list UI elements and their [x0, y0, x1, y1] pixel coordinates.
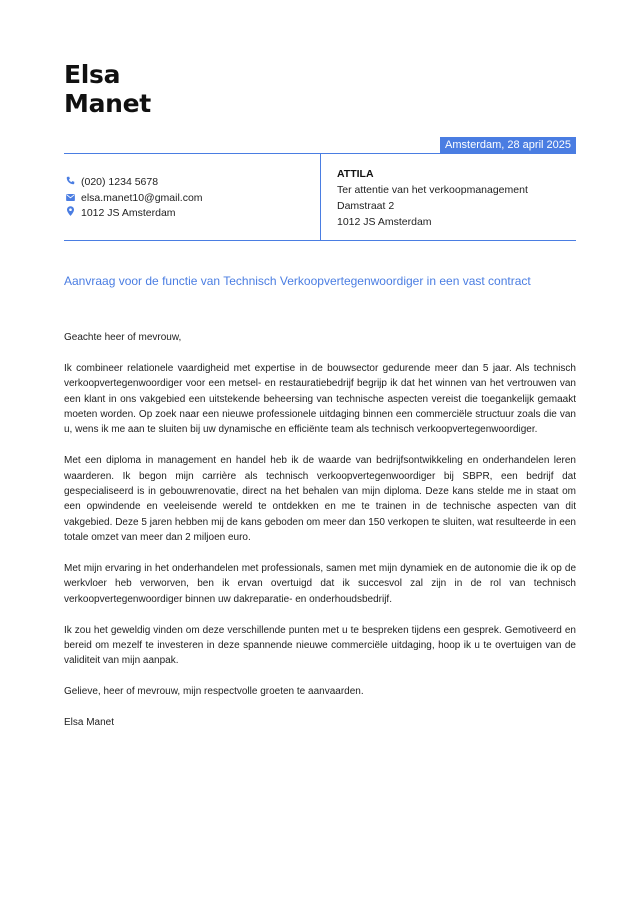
recipient-company: ATTILA [337, 168, 374, 180]
letter-subject: Aanvraag voor de functie van Technisch Verkoopvertegenwoordiger in een vast contract [64, 274, 531, 288]
contact-block [64, 175, 203, 222]
map-pin-icon [64, 206, 76, 222]
first-name: Elsa [64, 60, 121, 89]
phone-icon [64, 175, 76, 191]
recipient-attention: Ter attentie van het verkoopmanagement [337, 184, 528, 196]
letter-closing: Gelieve, heer of mevrouw, mijn respectvolle groeten te aanvaarden. [64, 686, 364, 698]
letter-paragraph-2: Met een diploma in management en handel heb ik de waarde van bedrijfsontwikkeling en onderhandelen leren waarderen. Ik begon mijn carrière als technisch verkoopvertegenwoordiger bij SBPR, een bedrijf dat gespecialiseerd is in gebouwrenovatie, direct na het behalen van mijn diploma. Deze kans stelde me in staat om een opwindende en veeleisende wereld te ontdekken en me te trainen in de technische aspecten van dit vakgebied. Deze 5 jaren hebben mij de kans geboden om meer dan 150 verkopen te sluiten, wat resulteerde in een totale omzet van meer dan 2 miljoen euro. [64, 455, 576, 544]
recipient-street: Damstraat 2 [337, 200, 395, 212]
letter-salutation: Geachte heer of mevrouw, [64, 332, 182, 343]
contact-address [64, 206, 203, 222]
applicant-name [64, 60, 151, 118]
date-badge: Amsterdam, 28 april 2025 [440, 137, 576, 153]
letter-body [64, 330, 576, 746]
contact-phone-value: (020) 1234 5678 [81, 176, 159, 188]
envelope-icon [64, 191, 76, 207]
last-name: Manet [64, 89, 151, 118]
header-divider-vertical [320, 153, 321, 240]
letter-signature: Elsa Manet [64, 717, 115, 729]
recipient-city: 1012 JS Amsterdam [337, 216, 432, 228]
header-divider-bottom [64, 240, 576, 241]
letter-paragraph-1: Ik combineer relationele vaardigheid met expertise in de bouwsector gedurende meer dan 5 jaar. Als technisch verkoopvertegenwoordiger voor een metsel- en restauratiebedrijf begrijp ik dat het winnen van het vertrouwen van een klant in ons vakgebied een uitstekende beheersing van technische aspecten vereist die toegankelijk gemaakt moeten worden. Op zoek naar een nieuwe professionele uitdaging binnen een commerciële structuur zoals die van u, wens ik me aan te sluiten bij uw dynamische en efficiënte team als technisch verkoopvertegenwoordiger. [64, 362, 576, 436]
contact-email [64, 191, 203, 207]
contact-email-value[interactable]: elsa.manet10@gmail.com [81, 191, 203, 204]
letter-paragraph-3: Met mijn ervaring in het onderhandelen met professionals, samen met mijn dynamiek en de autonomie die ik op de werkvloer heb verworven, ben ik ervan overtuigd dat ik succesvol zal zijn in de rol van technisch verkoopvertegenwoordiger binnen uw dakreparatie- en onderhoudsbedrijf. [64, 563, 576, 605]
contact-address-value: 1012 JS Amsterdam [81, 207, 176, 219]
letter-paragraph-4: Ik zou het geweldig vinden om deze verschillende punten met u te bespreken tijdens een gesprek. Gemotiveerd en bereid om mezelf te investeren in deze spannende nieuwe commerciële uitdaging, hoop ik u te overtuigen van de validiteit van mijn aanpak. [64, 624, 576, 667]
recipient-block [337, 166, 528, 230]
contact-phone [64, 175, 203, 191]
